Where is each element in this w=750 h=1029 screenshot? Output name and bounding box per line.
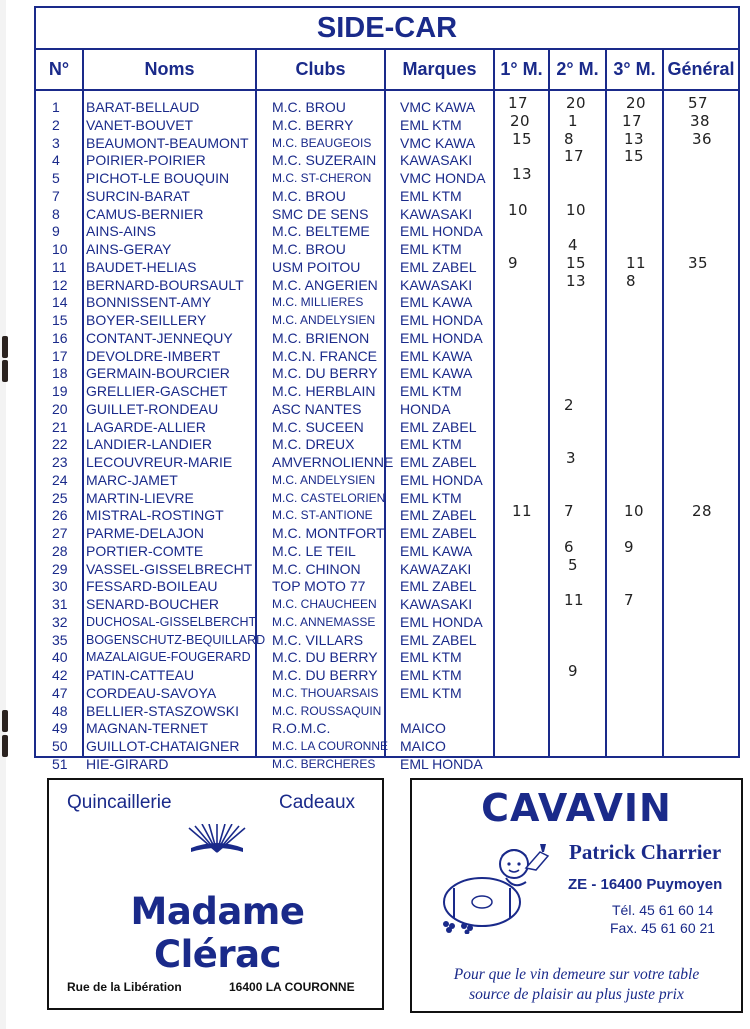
- row-number: 2: [52, 116, 60, 133]
- cherub-barrel-icon: [440, 838, 558, 934]
- handwritten-score: 6: [564, 537, 575, 556]
- handwritten-score: 7: [624, 591, 635, 609]
- row-club: M.C. LE TEIL: [272, 542, 356, 559]
- row-name: MAGNAN-TERNET: [86, 720, 209, 737]
- table-row: [36, 685, 738, 702]
- row-number: 14: [52, 294, 68, 311]
- row-club: M.C. BERCHERES: [272, 756, 376, 771]
- row-name: CORDEAU-SAVOYA: [86, 684, 217, 701]
- row-number: 9: [52, 223, 60, 240]
- handwritten-score: 8: [564, 129, 575, 148]
- handwritten-score: 15: [624, 147, 645, 166]
- row-name: MAZALAIGUE-FOUGERARD: [86, 650, 251, 665]
- row-number: 23: [52, 454, 68, 470]
- row-number: 15: [52, 312, 68, 328]
- binder-mark: [2, 735, 8, 757]
- row-club: M.C. SUCEEN: [272, 418, 364, 435]
- row-name: CAMUS-BERNIER: [86, 205, 204, 222]
- ad-right-tagline-2: source de plaisir au plus juste prix: [469, 986, 684, 1003]
- row-club: M.C. DU BERRY: [272, 649, 378, 666]
- handwritten-score: 17: [622, 111, 643, 130]
- row-club: R.O.M.C.: [272, 720, 331, 737]
- table-row: [36, 365, 738, 382]
- row-number: 29: [52, 560, 68, 577]
- row-club: TOP MOTO 77: [272, 578, 366, 595]
- row-brand: EML ZABEL: [400, 631, 477, 648]
- handwritten-score: 36: [692, 129, 713, 148]
- binder-mark: [2, 710, 8, 732]
- row-number: 18: [52, 365, 68, 382]
- row-club: M.C. SUZERAIN: [272, 152, 377, 169]
- row-club: M.C. ANDELYSIEN: [272, 313, 376, 327]
- row-club: M.C. ANDELYSIEN: [272, 472, 376, 487]
- row-club: SMC DE SENS: [272, 205, 369, 222]
- row-brand: EML KTM: [400, 187, 462, 204]
- row-brand: EML KTM: [400, 649, 462, 666]
- handwritten-score: 11: [564, 591, 585, 609]
- table-row: [36, 649, 738, 666]
- row-name: GUILLET-RONDEAU: [86, 400, 219, 417]
- row-brand: HONDA: [400, 400, 451, 417]
- ad-left-header-cadeaux: Cadeaux: [279, 792, 356, 813]
- col-header-brand: Marques: [402, 59, 477, 79]
- cavavin-logo: CAVAVIN: [481, 786, 672, 830]
- col-header-num: N°: [48, 59, 70, 79]
- handwritten-score: 35: [688, 253, 709, 272]
- row-club: M.C. MILLIERES: [272, 295, 364, 310]
- results-table: [34, 6, 740, 772]
- handwritten-score: 3: [566, 449, 577, 467]
- row-club: M.C. CHINON: [272, 560, 361, 577]
- table-row: [36, 401, 738, 418]
- ad-right-address: ZE - 16400 Puymoyen: [568, 876, 723, 893]
- row-number: 4: [52, 152, 60, 169]
- handwritten-score: 13: [566, 271, 587, 290]
- row-name: CONTANT-JENNEQUY: [86, 329, 233, 346]
- ad-left-street: Rue de la Libération: [67, 980, 182, 994]
- row-brand: KAWASAKI: [400, 205, 473, 222]
- row-club: M.C. BROU: [272, 99, 346, 115]
- row-number: 49: [52, 720, 68, 737]
- row-name: HIE-GIRARD: [86, 755, 169, 772]
- row-brand: EML HONDA: [400, 312, 483, 328]
- row-club: M.C. ROUSSAQUIN: [272, 703, 382, 718]
- row-brand: EML KTM: [400, 116, 462, 133]
- handwritten-score: 10: [566, 200, 587, 219]
- row-brand: VMC KAWA: [400, 99, 476, 115]
- row-name: LANDIER-LANDIER: [86, 436, 213, 453]
- row-brand: EML HONDA: [400, 755, 483, 772]
- col-header-m2: 2° M.: [556, 59, 599, 79]
- table-row: [36, 720, 738, 737]
- row-club: M.C. CHAUCHEEN: [272, 597, 377, 611]
- binder-mark: [2, 360, 8, 382]
- table-row: [36, 561, 738, 578]
- row-number: 16: [52, 329, 68, 346]
- row-brand: VMC HONDA: [400, 170, 486, 186]
- table-row: [36, 294, 738, 311]
- ad-right-contact-name: Patrick Charrier: [569, 840, 722, 864]
- table-row: [36, 614, 738, 631]
- row-name: BERNARD-BOURSAULT: [86, 276, 244, 293]
- row-club: M.C. BRIENON: [272, 329, 370, 346]
- row-club: M.C. DREUX: [272, 436, 355, 453]
- binder-mark: [2, 336, 8, 358]
- handwritten-score: 1: [568, 111, 579, 130]
- row-club: M.C. LA COURONNE: [272, 739, 389, 753]
- row-number: 30: [52, 578, 68, 595]
- row-brand: EML ZABEL: [400, 578, 477, 595]
- row-number: 5: [52, 170, 60, 186]
- row-name: AINS-GERAY: [86, 241, 172, 257]
- table-row: [36, 348, 738, 365]
- row-number: 7: [52, 187, 60, 204]
- ad-left-header-quincaillerie: Quincaillerie: [67, 792, 172, 813]
- table-row: [36, 632, 738, 649]
- handwritten-score: 5: [568, 555, 579, 574]
- handwritten-score: 10: [624, 502, 645, 521]
- handwritten-score: 20: [510, 111, 531, 130]
- row-brand: KAWASAKI: [400, 596, 473, 612]
- row-brand: EML KTM: [400, 436, 462, 453]
- ad-cavavin: [410, 778, 743, 1013]
- handwritten-score: 15: [512, 129, 533, 148]
- row-brand: EML KTM: [400, 383, 462, 399]
- table-row: [36, 223, 738, 240]
- row-brand: EML ZABEL: [400, 525, 477, 541]
- handwritten-score: 15: [566, 253, 587, 272]
- table-title: SIDE-CAR: [36, 8, 738, 50]
- handwritten-score: 9: [568, 662, 579, 680]
- row-name: SENARD-BOUCHER: [86, 596, 220, 612]
- col-header-m3: 3° M.: [613, 59, 656, 79]
- row-number: 8: [52, 205, 60, 222]
- row-club: M.C. CASTELORIEN: [272, 490, 386, 505]
- row-name: GERMAIN-BOURCIER: [86, 365, 230, 382]
- row-brand: EML HONDA: [400, 223, 483, 240]
- row-brand: KAWAZAKI: [400, 560, 472, 577]
- col-header-name: Noms: [144, 59, 195, 79]
- ad-right-tel: Tél. 45 61 60 14: [612, 902, 714, 918]
- row-number: 3: [52, 134, 60, 151]
- handwritten-score: 11: [512, 502, 533, 521]
- table-row: [36, 419, 738, 436]
- table-row: [36, 206, 738, 223]
- row-number: 42: [52, 667, 68, 683]
- row-name: PARME-DELAJON: [86, 525, 204, 541]
- row-brand: EML HONDA: [400, 613, 483, 630]
- col-header-m1: 1° M.: [500, 59, 543, 79]
- row-number: 32: [52, 613, 68, 630]
- table-row: [36, 454, 738, 471]
- row-name: AINS-AINS: [86, 223, 157, 240]
- row-club: M.C. BEAUGEOIS: [272, 135, 372, 150]
- table-row: [36, 188, 738, 205]
- row-number: 12: [52, 276, 68, 293]
- row-name: PATIN-CATTEAU: [86, 667, 195, 683]
- table-row: [36, 436, 738, 453]
- row-name: LAGARDE-ALLIER: [86, 418, 206, 435]
- row-name: BONNISSENT-AMY: [86, 294, 212, 311]
- row-number: 40: [52, 649, 68, 666]
- table-row: [36, 330, 738, 347]
- row-club: M.C.N. FRANCE: [272, 347, 377, 364]
- handwritten-score: 11: [626, 253, 647, 272]
- row-name: LECOUVREUR-MARIE: [86, 454, 233, 470]
- row-club: M.C. MONTFORT: [272, 525, 385, 541]
- row-name: VANET-BOUVET: [86, 116, 194, 133]
- row-name: GUILLOT-CHATAIGNER: [86, 738, 240, 754]
- row-brand: EML ZABEL: [400, 507, 477, 524]
- row-brand: KAWASAKI: [400, 276, 473, 293]
- row-name: POIRIER-POIRIER: [86, 152, 206, 169]
- row-name: BOYER-SEILLERY: [86, 312, 207, 328]
- row-name: MARC-JAMET: [86, 471, 178, 488]
- row-brand: EML KAWA: [400, 294, 473, 311]
- handwritten-score: 9: [508, 253, 519, 272]
- row-name: DUCHOSAL-GISSELBERCHT: [86, 614, 257, 629]
- handwritten-score: 7: [564, 502, 575, 521]
- header-divider: [36, 89, 738, 91]
- handwritten-score: 17: [564, 147, 585, 166]
- row-club: M.C. ANNEMASSE: [272, 614, 376, 629]
- row-club: ASC NANTES: [272, 400, 362, 417]
- row-club: M.C. BELTEME: [272, 223, 370, 240]
- sun-rays-icon: [187, 824, 247, 858]
- handwritten-score: 17: [508, 94, 529, 112]
- row-number: 27: [52, 525, 68, 541]
- handwritten-score: 57: [688, 94, 709, 112]
- col-header-club: Clubs: [295, 59, 346, 79]
- row-name: BEAUMONT-BEAUMONT: [86, 134, 249, 151]
- row-number: 47: [52, 684, 68, 701]
- row-club: M.C. ST-ANTIONE: [272, 508, 373, 523]
- row-club: M.C. VILLARS: [272, 631, 364, 648]
- row-brand: EML ZABEL: [400, 258, 477, 275]
- row-name: MISTRAL-ROSTINGT: [86, 507, 224, 524]
- handwritten-score: 4: [568, 236, 579, 254]
- row-name: VASSEL-GISSELBRECHT: [86, 560, 253, 577]
- row-number: 17: [52, 347, 68, 364]
- handwritten-score: 13: [624, 129, 645, 148]
- row-club: M.C. HERBLAIN: [272, 383, 376, 399]
- row-number: 22: [52, 436, 68, 453]
- handwritten-score: 28: [692, 502, 713, 521]
- row-number: 50: [52, 738, 68, 754]
- row-name: FESSARD-BOILEAU: [86, 578, 218, 595]
- row-number: 25: [52, 489, 68, 506]
- row-club: M.C. ANGERIEN: [272, 276, 378, 293]
- handwritten-score: 20: [566, 94, 587, 112]
- row-brand: MAICO: [400, 738, 446, 754]
- row-number: 51: [52, 755, 68, 772]
- handwritten-score: 2: [564, 395, 575, 414]
- row-club: M.C. BROU: [272, 241, 346, 257]
- row-name: BOGENSCHUTZ-BEQUILLARD: [86, 632, 266, 647]
- row-number: 11: [52, 258, 67, 275]
- clerac-logo: Madame Clérac: [130, 890, 305, 976]
- row-number: 48: [52, 702, 68, 719]
- row-name: SURCIN-BARAT: [86, 187, 190, 204]
- table-row: [36, 738, 738, 755]
- table-row: [36, 667, 738, 684]
- row-brand: EML KTM: [400, 489, 462, 506]
- row-number: 28: [52, 542, 68, 559]
- row-club: M.C. BERRY: [272, 116, 354, 133]
- table-row: [36, 170, 738, 187]
- row-brand: EML HONDA: [400, 329, 483, 346]
- row-number: 19: [52, 383, 68, 399]
- row-club: M.C. BROU: [272, 187, 346, 204]
- ad-left-city: 16400 LA COURONNE: [229, 980, 355, 994]
- row-brand: KAWASAKI: [400, 152, 473, 169]
- row-number: 21: [52, 418, 68, 435]
- row-number: 35: [52, 631, 68, 648]
- row-number: 20: [52, 400, 68, 417]
- row-brand: EML KTM: [400, 667, 462, 683]
- row-club: M.C. THOUARSAIS: [272, 685, 379, 700]
- row-brand: EML KTM: [400, 684, 462, 701]
- row-name: BAUDET-HELIAS: [86, 258, 197, 275]
- row-brand: MAICO: [400, 720, 446, 737]
- row-name: PORTIER-COMTE: [86, 542, 204, 559]
- row-brand: EML ZABEL: [400, 454, 477, 470]
- row-name: MARTIN-LIEVRE: [86, 489, 194, 506]
- table-row: [36, 472, 738, 489]
- table-row: [36, 312, 738, 329]
- row-brand: EML KTM: [400, 241, 462, 257]
- table-row: [36, 703, 738, 720]
- handwritten-score: 38: [690, 111, 711, 130]
- row-name: DEVOLDRE-IMBERT: [86, 347, 221, 364]
- handwritten-score: 9: [624, 537, 635, 556]
- ad-right-fax: Fax. 45 61 60 21: [610, 920, 716, 936]
- row-brand: EML HONDA: [400, 471, 483, 488]
- row-brand: EML ZABEL: [400, 418, 477, 435]
- handwritten-score: 8: [626, 271, 637, 290]
- row-number: 24: [52, 471, 68, 488]
- row-number: 26: [52, 507, 68, 524]
- ad-madame-clerac: [47, 778, 384, 1010]
- row-brand: EML KAWA: [400, 542, 473, 559]
- row-name: BELLIER-STASZOWSKI: [86, 702, 239, 719]
- row-club: M.C. ST-CHERON: [272, 171, 372, 185]
- row-number: 1: [52, 99, 60, 115]
- row-number: 10: [52, 241, 68, 257]
- table-row: [36, 383, 738, 400]
- row-club: M.C. DU BERRY: [272, 667, 378, 683]
- ad-right-tagline-1: Pour que le vin demeure sur votre table: [453, 966, 700, 983]
- table-row: [36, 756, 738, 773]
- row-name: PICHOT-LE BOUQUIN: [86, 170, 230, 186]
- handwritten-score: 13: [512, 165, 533, 183]
- handwritten-score: 20: [626, 94, 647, 112]
- row-club: AMVERNOLIENNE: [272, 454, 394, 470]
- row-brand: VMC KAWA: [400, 134, 476, 151]
- row-name: GRELLIER-GASCHET: [86, 383, 228, 399]
- row-name: BARAT-BELLAUD: [86, 99, 200, 115]
- row-number: 31: [52, 596, 68, 612]
- row-brand: EML KAWA: [400, 347, 473, 364]
- row-club: USM POITOU: [272, 258, 361, 275]
- page-edge: [0, 0, 6, 1029]
- handwritten-score: 10: [508, 200, 529, 219]
- col-header-total: Général: [667, 59, 735, 79]
- row-club: M.C. DU BERRY: [272, 365, 378, 382]
- row-brand: EML KAWA: [400, 365, 473, 382]
